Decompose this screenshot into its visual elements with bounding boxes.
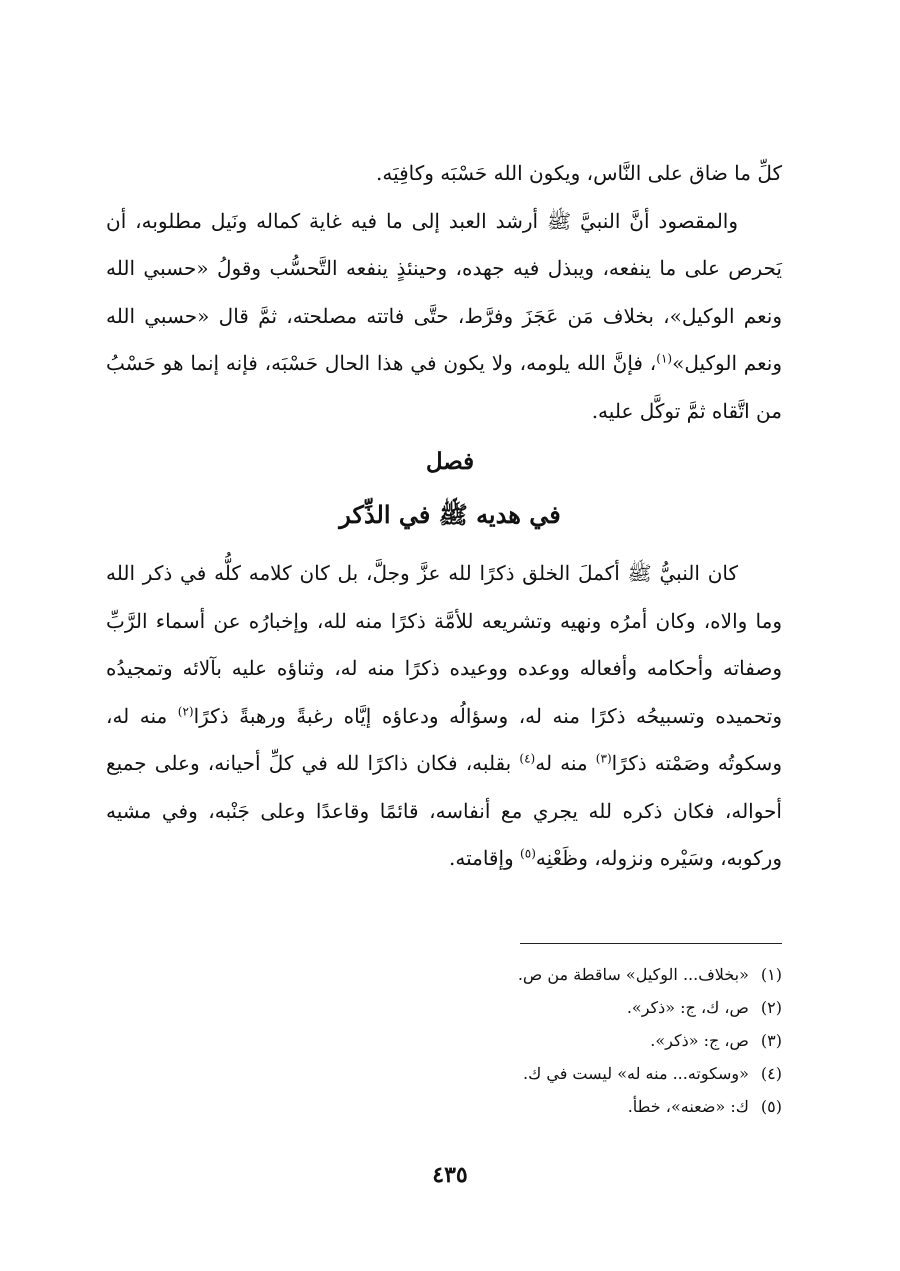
paragraph-text: منه له: [535, 751, 596, 775]
footnote-number: (٥): [760, 1097, 782, 1116]
bottom-text-block: [106, 550, 782, 883]
footnote-text: ك: «ضعنه»، خطأ.: [627, 1097, 749, 1116]
section-title: في هديه ﷺ في الذِّكر: [339, 500, 561, 529]
paragraph-dhikr: [106, 550, 782, 883]
page-number: ٤٣٥: [432, 1162, 468, 1188]
footnote-text: ص، ك، ج: «ذكر».: [626, 998, 749, 1017]
footnote-text: «بخلاف... الوكيل» ساقطة من ص.: [517, 965, 749, 984]
paragraph-text-end: ، فإنَّ الله يلومه، ولا يكون في هذا الحال حَسْبَه، فإنه إنما هو حَسْبُ من اتَّقاه ثمَّ توكَّل عليه.: [106, 351, 782, 423]
paragraph-text: كان النبيُّ ﷺ أكملَ الخلق ذكرًا لله عزَّ وجلَّ، بل كان كلامه كلُّه في ذكر الله وما والاه، وكان أمرُه ونهيه وتشريعه للأمَّة ذكرًا منه لله، وإخبارُه عن أسماء الرَّبِّ وصفاته وأحكامه وأفعاله ووعده ووعيده ذكرًا منه له، وثناؤه عليه بآلائه وتمجيدُه وتحميده وتسبيحُه ذكرًا منه له، وسؤالُه ودعاؤه إيَّاه رغبةً ورهبةً ذكرًا: [106, 561, 782, 728]
footnotes-list: [106, 958, 782, 1123]
footnote-text: «وسكوته... منه له» ليست في ك.: [523, 1064, 749, 1083]
footnote-item: [106, 1090, 782, 1123]
footnote-ref-1[interactable]: (١): [656, 351, 673, 366]
paragraph-text: بقلبه، فكان ذاكرًا لله في كلِّ أحيانه، وعلى جميع أحواله، فكان ذكره لله يجري مع أنفاسه، قائمًا وقاعدًا وعلى جَنْبه، وفي مشيه وركوبه، وسَيْره ونزوله، وظَعْنِه: [106, 751, 782, 870]
continued-line: كلِّ ما ضاق على النَّاس، ويكون الله حَسْبَه وكافِيَه.: [376, 161, 782, 185]
footnote-item: [106, 991, 782, 1024]
footnote-text: ص، ج: «ذكر».: [650, 1031, 749, 1050]
paragraph-text: والمقصود أنَّ النبيَّ ﷺ أرشد العبد إلى ما فيه غاية كماله ونَيل مطلوبه، أن يَحرص على ما ينفعه، ويبذل فيه جهده، وحينئذٍ ينفعه التَّحسُّب وقولُ «حسبي الله ونعم الوكيل»، بخلاف مَن عَجَزَ وفرَّط، حتَّى فاتته مصلحته، ثمَّ قال «حسبي الله ونعم الوكيل»: [106, 208, 782, 375]
section-heading: فصل: [425, 448, 475, 475]
footnote-ref-4[interactable]: (٤): [519, 751, 536, 766]
footnote-item: [106, 1024, 782, 1057]
footnote-number: (٣): [760, 1031, 782, 1050]
footnote-number: (٢): [760, 998, 782, 1017]
paragraph-tahassub: [106, 198, 782, 436]
footnote-ref-5[interactable]: (٥): [520, 846, 536, 861]
footnote-ref-3[interactable]: (٣): [595, 751, 612, 766]
footnote-item: [106, 958, 782, 991]
paragraph-text: وإقامته.: [448, 846, 521, 870]
footnote-number: (١): [760, 965, 782, 984]
footnote-item: [106, 1057, 782, 1090]
top-text-block: [106, 150, 782, 435]
paragraph-text: منه له، وسكوتُه وصَمْته ذكرًا: [106, 703, 782, 775]
footnote-divider: [520, 943, 782, 944]
footnote-number: (٤): [760, 1064, 782, 1083]
footnote-ref-2[interactable]: (٢): [177, 703, 194, 718]
